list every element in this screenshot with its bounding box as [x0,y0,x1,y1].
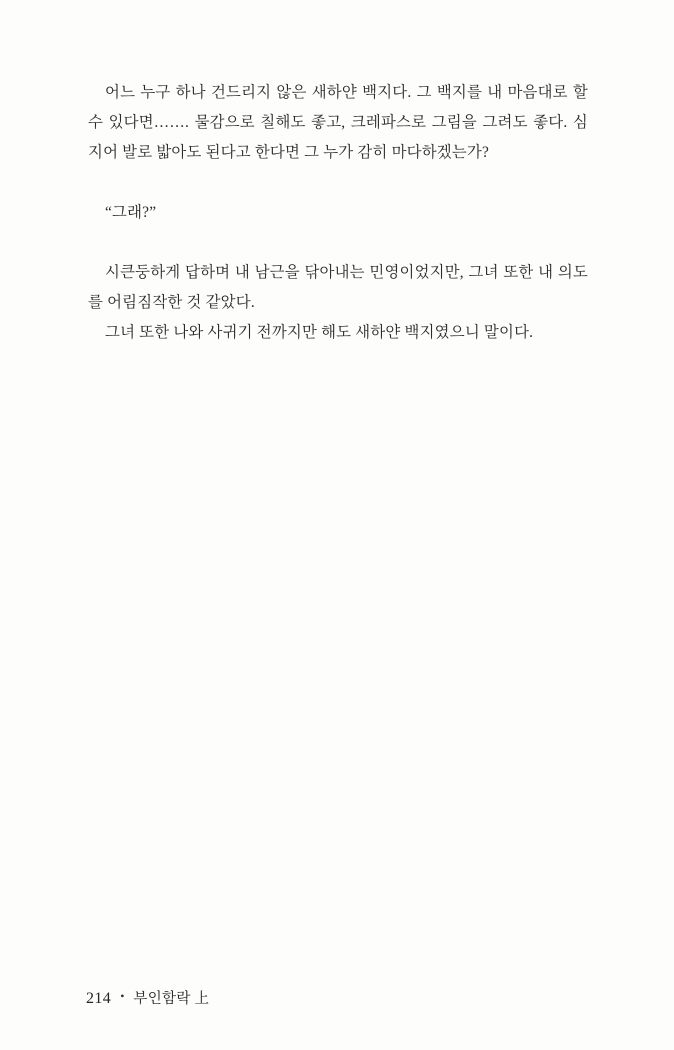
paragraph-1: 어느 누구 하나 건드리지 않은 새하얀 백지다. 그 백지를 내 마음대로 할 수 있다면……. 물감으로 칠해도 좋고, 크레파스로 그림을 그려도 좋다. 심지어 발로 밟아도 된다고 한다면 그 누가 감히 마다하겠는가? [88,84,588,161]
bullet-separator-icon: • [120,989,125,1003]
paragraph-4: 그녀 또한 나와 사귀기 전까지만 해도 새하얀 백지였으니 말이다. [105,324,534,341]
paragraph-spacer-2 [88,228,588,258]
paragraph-spacer [88,168,588,198]
page-footer [86,987,209,1008]
paragraph-2-dialogue: “그래?” [105,204,157,221]
page-number: 214 [86,990,112,1007]
paragraph-3: 시큰둥하게 답하며 내 남근을 닦아내는 민영이었지만, 그녀 또한 내 의도를 어림짐작한 것 같았다. [88,264,588,311]
body-text [88,78,588,348]
book-title: 부인함락 上 [133,991,210,1007]
